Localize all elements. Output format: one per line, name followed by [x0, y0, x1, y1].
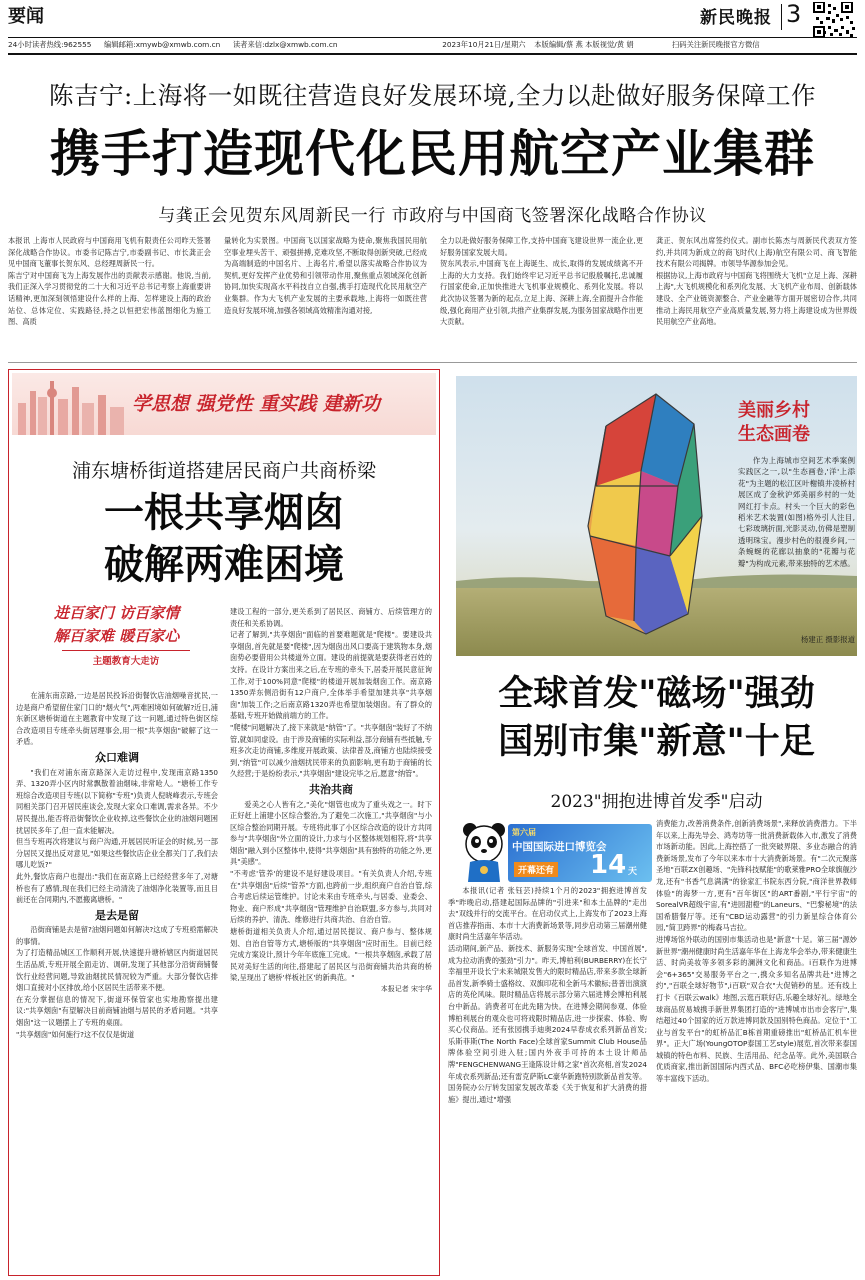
- editors: 本版编辑/蔡 燕 本版视觉/黄 娟: [534, 40, 634, 49]
- section-3-text: 爱美之心人皆有之,"美化"烟管也成为了重头戏之一。时下正好赶上浦建小区综合整治,为了避免二次施工,"共享烟囱"与小区综合整治同期开展。专班将此事了小区综合改造的设计方共同参与"共享烟囱"外立面的设计,力求与小区整体规划相符,将"共享烟囱"融入到小区整体中,使得"共享烟囱"具有独特的功能之外,更具"美感"。 "不考虑'管养'的建设不是好建设项目。"有关负责人介绍,专班在"共享烟囱"后续"管养"方面,也跨前一步,组织商户自治自管,综合考虑后续运管维护。讨论未来由专班牵头,与居委、业委会、物业、商户形成"共享烟囱"管理维护自治联盟,多方参与,共同对后续的养护、清洗、维修进行共商共治、自治自管。 塘桥街道相关负责人介绍,通过居民提议、商户参与、整体规划、自治自管等方式,塘桥版的"共享烟囱"应时而生。目前已经完成方案设计,预计今年年底施工完成。"一根共享烟囱,承载了居民对美好生活的向往,搭建起了居民区与沿街商铺共治共商的桥梁,呈现出了塘桥'样板社区'的新典范。": [230, 799, 432, 983]
- ciie-column-1-text: 本报讯(记者 张钰芸)持续1个月的2023"拥抱进博首发季"昨晚启动,搭建起国际品牌的"引进来"和本土品牌的"走出去"双线并行的交流平台。在启动仪式上,上海发布了2023上海首店推荐指南、本市十大消费新场景等,同步启动第三届潮州健康时尚生活嘉年华活动。 活动期间,新产品、新技术、新服务实现"全球首发、中国首展",成为拉动消费的强劲"引力"。昨天,博柏利(BURBERRY)在长宁幸福里开设长宁未来城限发售大的限时精品店,带来多款全球新品首发,新季骑士盛格纹、双旗印花和全新马术徽标;普普出演演店的英伦风味。限时精品店将展示部分第六届进博会博柏利展台中新品。消费者可在此先睹为快。在进博会期间参观、体验博柏利展台的观众也可将戏限时精品店,进一步探索、体验、购买心仪商品。还有张园携手迪奥2024早春成衣系列新品首发;乐斯菲斯(The North Face)全球首家Summit Club House品牌体验空间引进入驻;国内外夜手可持的本土设计师品牌"FENGCHENWANG王逢陈设计师之家"首次亮相,首发2024年成衣系列新品;还有雷克萨斯LC豪华新跑特别款新品首发等。 国务院办公厅转发国家发展改革委《关于恢复和扩大消费的措施》提出,通过"增强: [448, 886, 647, 1104]
- logo-line-2: 解百家难 暖百家心: [54, 627, 180, 645]
- left-story-headline-2: 破解两难困境: [104, 542, 344, 588]
- left-story-byline: 本报记者 宋宇华: [380, 985, 432, 993]
- section-2-text: 沿街商铺是去是留?油烟问题如何解决?这成了专班亟需解决的事情。 为了打造精品城区工作顺利开展,快速提升塘桥辖区内街道居民生活品质,专班开展全面走访、调研,发现了其他部分沿街商铺餐饮行业经营问题,导致油烟扰民情况较为严重。大部分餐饮店排烟口直接对小区排放,给小区居民生活带来不便。 在充分掌握信息的情况下,街道环保管家也实地勘察提出建议:"共享烟囱"有望解决目前商铺油烟与居民的矛盾问题。"共享烟囱"这一议题摆上了专班的桌面。 "共享烟囱"如何施行?这不仅仅是街道: [16, 925, 218, 1039]
- banner-slogan: 学思想 强党性 重实践 建新功: [132, 393, 380, 415]
- photo-title-2: 生态画卷: [738, 424, 810, 445]
- issue-date: 2023年10月21日/星期六: [442, 40, 526, 49]
- ciie-headline-2: 国别市集"新意"十足: [498, 722, 815, 762]
- ciie-logo-panel: [508, 824, 652, 882]
- left-story-banner: [12, 373, 436, 435]
- left-story-kicker: 浦东塘桥街道搭建居民商户共商桥梁: [71, 460, 376, 482]
- masthead-divider: [781, 4, 782, 30]
- section-label: 要闻: [8, 6, 44, 27]
- reader-email: 读者来信:dzlx@xmwb.com.cn: [232, 40, 338, 49]
- panda-mascot-icon: [460, 820, 508, 884]
- masthead: [0, 0, 865, 56]
- logo-caption: 主题教育大走访: [62, 650, 190, 667]
- city-skyline-icon: [12, 373, 142, 435]
- logo-line-1: 进百家门 访百家情: [54, 604, 180, 622]
- ciie-column-1: [448, 885, 647, 1275]
- ciie-logo: [460, 820, 652, 885]
- ciie-countdown-value: 14: [590, 850, 627, 880]
- ciie-badge: 第六届: [512, 828, 536, 837]
- theme-education-logo: [40, 602, 210, 670]
- photo-story: [456, 376, 857, 656]
- left-story-column-1: [16, 690, 218, 1270]
- qr-caption: 扫码关注新民晚报官方微信: [672, 40, 760, 49]
- masthead-rule-top: [8, 37, 857, 38]
- lead-headline: 携手打造现代化民用航空产业集群: [50, 125, 815, 183]
- hotline: 24小时读者热线:962555: [8, 40, 92, 49]
- section-1-cont: 建设工程的一部分,更关系到了居民区、商铺方、后续管理方的责任和关系协调。 记者了解到,"共享烟囱"面临的首要难题就是"爬楼"。要建设共享烟囱,首先就是要"爬楼",因为烟囱出风口要高于建筑物本身,烟囱势必要借用公共楼道外立面。建设的前提就是要获得老百姓的支持。在设计方案出来之后,在专班的牵头下,居委开展民意征询工作,对于100%同意"爬楼"的楼道开展加装烟囱工作。南京路1350弄东侧沿街有12户商户,全体举手希望加建共享"共享烟囱"加装工作;之后南京路1320弄也希望加装烟囱。有了群众的基础,专班开始做前端方的工作。 "爬楼"问题解决了,接下来就是"纳管"了。"共享烟囱"装好了不纳管,就如同虚设。由于涉及商铺的实际利益,部分商铺有些抵触,专班多次走访商铺,多维度开展政策、法律普及,商铺方也陆续接受到,"纳管"可以减少油烟扰民带来的负面影响,更有助于商铺的长久经营;于是纷纷表示,"共享烟囱"建设完毕之后,愿意"纳管"。: [230, 607, 432, 779]
- photo-caption: 作为上海城市空间艺术季案例实践区之一,以"生态画卷,'洋'上添花"为主题的松江区叶榭镇井凌桥村展区成了金秋沪郊美丽乡村的一处网红打卡点。村头一个巨大的彩色稻米艺术装置(如图)格外引人注目,七彩玻璃折面,光影灵动,仿佛是塑制透明珠宝。漫步村色的很漫乡间,一条蜿蜒的花廊以抽象的"花瓣与花瓣"为构成元素,带来独特的艺术感。: [738, 456, 855, 568]
- ciie-countdown-unit: 天: [628, 867, 638, 877]
- subhead-gongzhi: 共治共商: [309, 782, 353, 796]
- lead-column-3: 全力以赴做好服务保障工作,支持中国商飞建设世界一流企业,更好服务国家发展大局。 贺东风表示,中国商飞在上海诞生、成长,取得的发展成绩离不开上海的大力支持。我们始终牢记习近平总书记殷殷嘱托,忠诚履行国家使命,正加快推进大飞机事业规模化、系列化发展。将以此次协议签署为新的起点,立足上海、深耕上海,全面提升合作能级,强化商用产业引领,共推产业集群发展,为服务国家战略作出更大贡献。: [440, 236, 643, 327]
- ciie-column-2-text: 消费能力,改善消费条件,创新消费场景",来释放消费潜力。下半年以来,上海先导会、鸿寿坊等一批消费新载体入市,激发了消费市场新动能。因此,上海控搭了一批突破界限、多业态融合的消费新场景,发布了今年以来本市十大消费新场景。有"二次元聚落圣地"百联ZX创趣场、"先锋科技赋能"的歌莱雅PRO全球旗舰沙龙,还有"书香气息满满"的徐家汇书院东西分院,"商洋世界教师体验"的海梦一方,更有"百年街区"的ART番剧,"平行宇宙"的SorealVR超级宇宙,有"进园甜橙"的Laneurs、"巴黎秘境"的法国希腊餐厅等。还有"CBD运动露营"的引力新星综合体育公园,"简卫跨界"的梅森马吉拉。 进博场馆外联动的国别市集活动也是"新意"十足。第三届"源妙新世界"潮州健康时尚生活嘉年华在上海龙华会举办,带来健康生活、时尚美妆等多领多彩的澜洲文化和商品。i百联作为进博会"6+365"交易服务平台之一,携众多知名品牌共赴"进博之约","百联全球好物节",i百联"双合衣"大促销秒的星。还有线上打卡《百联云walk》地图,云逛百联好店,乐趣全球好礼。绿地全球商品贸易城携手新世界集团打造的"进博城市出市会客厅",集结超过40个国家的近万款进博同款及国别特色商品。定位于"工业与首发平台"的虹桥品汇B栋首期重磅推出"虹桥品汇机车世界"。正大广场(YoungOTOP泰国工艺style)展览,首次带来泰国城镇的特色布料、民族、生活用品、纪念品等。此外,美国联合优质商家,推出新国国际内西式品、BFC必吃榜伊集、国潮市集等丰富线下活动。: [656, 819, 857, 1084]
- lead-column-4: 龚正、贺东风出席签约仪式。副市长陈杰与周新民代表双方签约,并共同为新成立的商飞时代(上海)航空有限公司、商飞智能技术有限公司揭牌。市领导华源参加会见。 根据协议,上海市政府与中国商飞将围绕大飞机"立足上海、深耕上海",大飞机规模化和系列化发展、大飞机产业布局、创新载体建设、全产业链资源整合、产业金融等方面开展密切合作,共同推动上海民用航空产业高质量发展,努力将上海建设成为世界级民用航空产业高地。: [656, 236, 857, 327]
- lead-kicker: 陈吉宁:上海将一如既往营造良好发展环境,全力以赴做好服务保障工作: [48, 81, 817, 110]
- subhead-zhongkou: 众口难调: [95, 750, 139, 764]
- subhead-quliu: 是去是留: [95, 908, 139, 922]
- photo-credit: 杨建正 摄影报道: [800, 635, 855, 644]
- left-story-headline-1: 一根共享烟囱: [104, 490, 344, 536]
- left-story-column-2: [230, 606, 432, 1270]
- lead-column-2: 量转化为实景图。中国商飞以国家战略为使命,聚焦我国民用航空事业埋头苦干、顽强拼搏,克难攻坚,不断取得创新突破,已经成为高端制造的中国名片、上海名片,希望以落实战略合作协议为契机,更好发挥产业优势和引领带动作用,聚焦重点领域深化创新协同,加快实现高水平科技自立自强,携手打造现代化民用航空产业集群。作为大飞机产业发展的主要承载地,上海将一如既往营造良好发展环境,加强各领域高效精准沟通对接,: [224, 236, 427, 315]
- lead-bottom-rule: [8, 362, 857, 363]
- ciie-column-2: [656, 818, 857, 1275]
- editor-email: 编辑邮箱:xmywb@xmwb.com.cn: [104, 40, 221, 49]
- lead-column-1: 本报讯 上海市人民政府与中国商用飞机有限责任公司昨天签署深化战略合作协议。市委书记陈吉宁,市委副书记、市长龚正会见中国商飞董事长贺东风、总经理周新民一行。 陈吉宁对中国商飞为上海发展作出的贡献表示感谢。他说,当前,我们正深入学习贯彻党的二十大和习近平总书记考察上海重要讲话精神,更加深刻领悟建设什么样的上海、怎样建设上海的政治站位、总体定位、实践路径,持之以恒把宏伟蓝图细化为施工图、高质: [8, 236, 211, 327]
- ciie-subhead: 2023"拥抱进博首发季"启动: [550, 792, 763, 812]
- ciie-event-name: 中国国际进口博览会: [512, 841, 607, 853]
- ciie-headline-1: 全球首发"磁场"强劲: [498, 674, 815, 714]
- lead-subhead: 与龚正会见贺东风周新民一行 市政府与中国商飞签署深化战略合作协议: [158, 206, 707, 226]
- section-1-text: "我们在对浦东南京路深入走访过程中,发现南京路1350弄、1320弄小区内时常飘散着油烟味,非常呛人。"塘桥工作专班综合改造项目专班(以下简称"专班")负责人倪晓峰表示,专班会同相关部门召开居民座谈会,发现大家众口难调,需求各异。不少居民提出,能否将沿街餐饮企业收掉,这些餐饮企业的油烟问题困扰居民多年了,但一直未能解决。 但当专班再次将建议与商户沟通,开展居民听证会的时候,另一部分居民又提出反对意见,"如果这些餐饮店企业全都关门了,我们去哪儿吃饭?" 此外,餐饮店商户也提出:"我们在南京路上已经经营多年了,对塘桥也有了感情,现在我们已经主动清洗了油烟净化装置等,而且目前还在合同期内,不愿搬离塘桥。": [16, 767, 218, 905]
- paper-name: 新民晚报: [700, 8, 772, 28]
- photo-title-1: 美丽乡村: [738, 400, 810, 421]
- intro-paragraph: 在浦东南京路,一边是居民投诉沿街餐饮店油烟噪音扰民,一边是商户希望留住家门口的"烟火气",两难困境如何破解?近日,浦东新区塘桥街道在主题教育中发现了这一问题,通过特色街区综合改造项目专班牵头街居理事会,用一根"共享烟囱"破解了这一矛盾。: [16, 691, 218, 747]
- masthead-rule-bottom: [8, 53, 857, 55]
- page-number: 3: [786, 0, 802, 28]
- ciie-countdown-label: 开幕还有: [514, 862, 558, 877]
- masthead-info-bar: [8, 40, 698, 50]
- qr-code-icon: [806, 2, 858, 38]
